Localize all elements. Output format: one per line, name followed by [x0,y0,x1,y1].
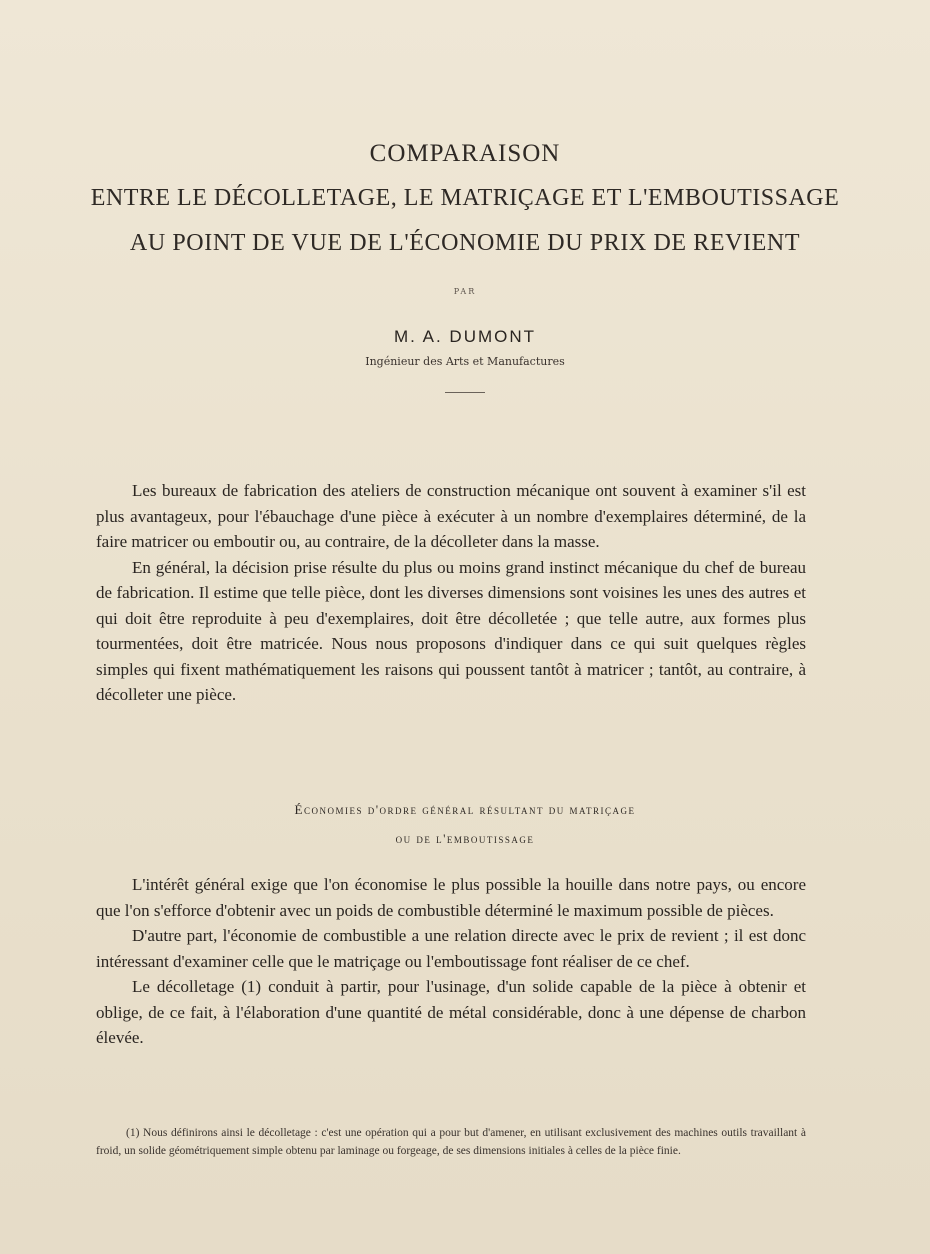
section-heading [0,795,930,853]
footnote: (1) Nous définirons ainsi le décolletage : c'est une opération qui a pour but d'amener, en utilisant exclusivement des machines outils travaillant à froid, un solide géométriquement simple obtenu par laminage ou forgeage, de ses dimensions initiales à celles de la pièce finie. [96,1127,806,1157]
section-paragraph-2: D'autre part, l'économie de combustible a une relation directe avec le prix de revient ; il est donc intéressant d'examiner celle que le matriçage ou l'emboutissage font réaliser de ce chef. [96,926,806,971]
title-line-2: ENTRE LE DÉCOLLETAGE, LE MATRIÇAGE ET L'EMBOUTISSAGE [90,185,840,211]
author-role: Ingénieur des Arts et Manufactures [365,355,565,368]
intro-paragraph-2: En général, la décision prise résulte du plus ou moins grand instinct mécanique du chef de bureau de fabrication. Il estime que telle pièce, dont les diverses dimensions sont voisines les unes des autres et qui doit être reproduite à peu d'exemplaires, doit être décolletée ; que telle autre, aux formes plus tourmentées, doit être matricée. Nous nous proposons d'indiquer dans ce qui suit quelques règles simples qui fixent mathématiquement les raisons qui poussent tantôt à matricer ; tantôt, au contraire, à décolleter une pièce. [96,557,806,704]
separator-rule [445,392,485,393]
intro-paragraph-1: Les bureaux de fabrication des ateliers de construction mécanique ont souvent à examiner s'il est plus avantageux, pour l'ébauchage d'une pièce à exécuter à un nombre d'exemplaires déterminé, de la faire matricer ou emboutir ou, au contraire, de la décolleter dans la masse. [96,481,806,551]
section-body [96,872,806,1051]
title-line-1: COMPARAISON [369,140,561,167]
section-paragraph-3: Le décolletage (1) conduit à partir, pour l'usinage, d'un solide capable de la pièce à obtenir et oblige, de ce fait, à l'élaboration d'une quantité de métal considérable, donc à une dépense de charbon élevée. [96,977,806,1047]
section-heading-line-1: Économies d'ordre général résultant du matriçage [294,802,636,817]
title-line-3: AU POINT DE VUE DE L'ÉCONOMIE DU PRIX DE REVIENT [129,230,801,256]
byline-par: PAR [453,287,477,296]
section-paragraph-1: L'intérêt général exige que l'on économise le plus possible la houille dans notre pays, ou encore que l'on s'efforce d'obtenir avec un poids de combustible déterminé le maximum possible de pièces. [96,875,806,920]
intro-body [96,478,806,708]
section-heading-line-2: ou de l'emboutissage [395,831,535,846]
author-name: M. A. DUMONT [393,327,537,346]
